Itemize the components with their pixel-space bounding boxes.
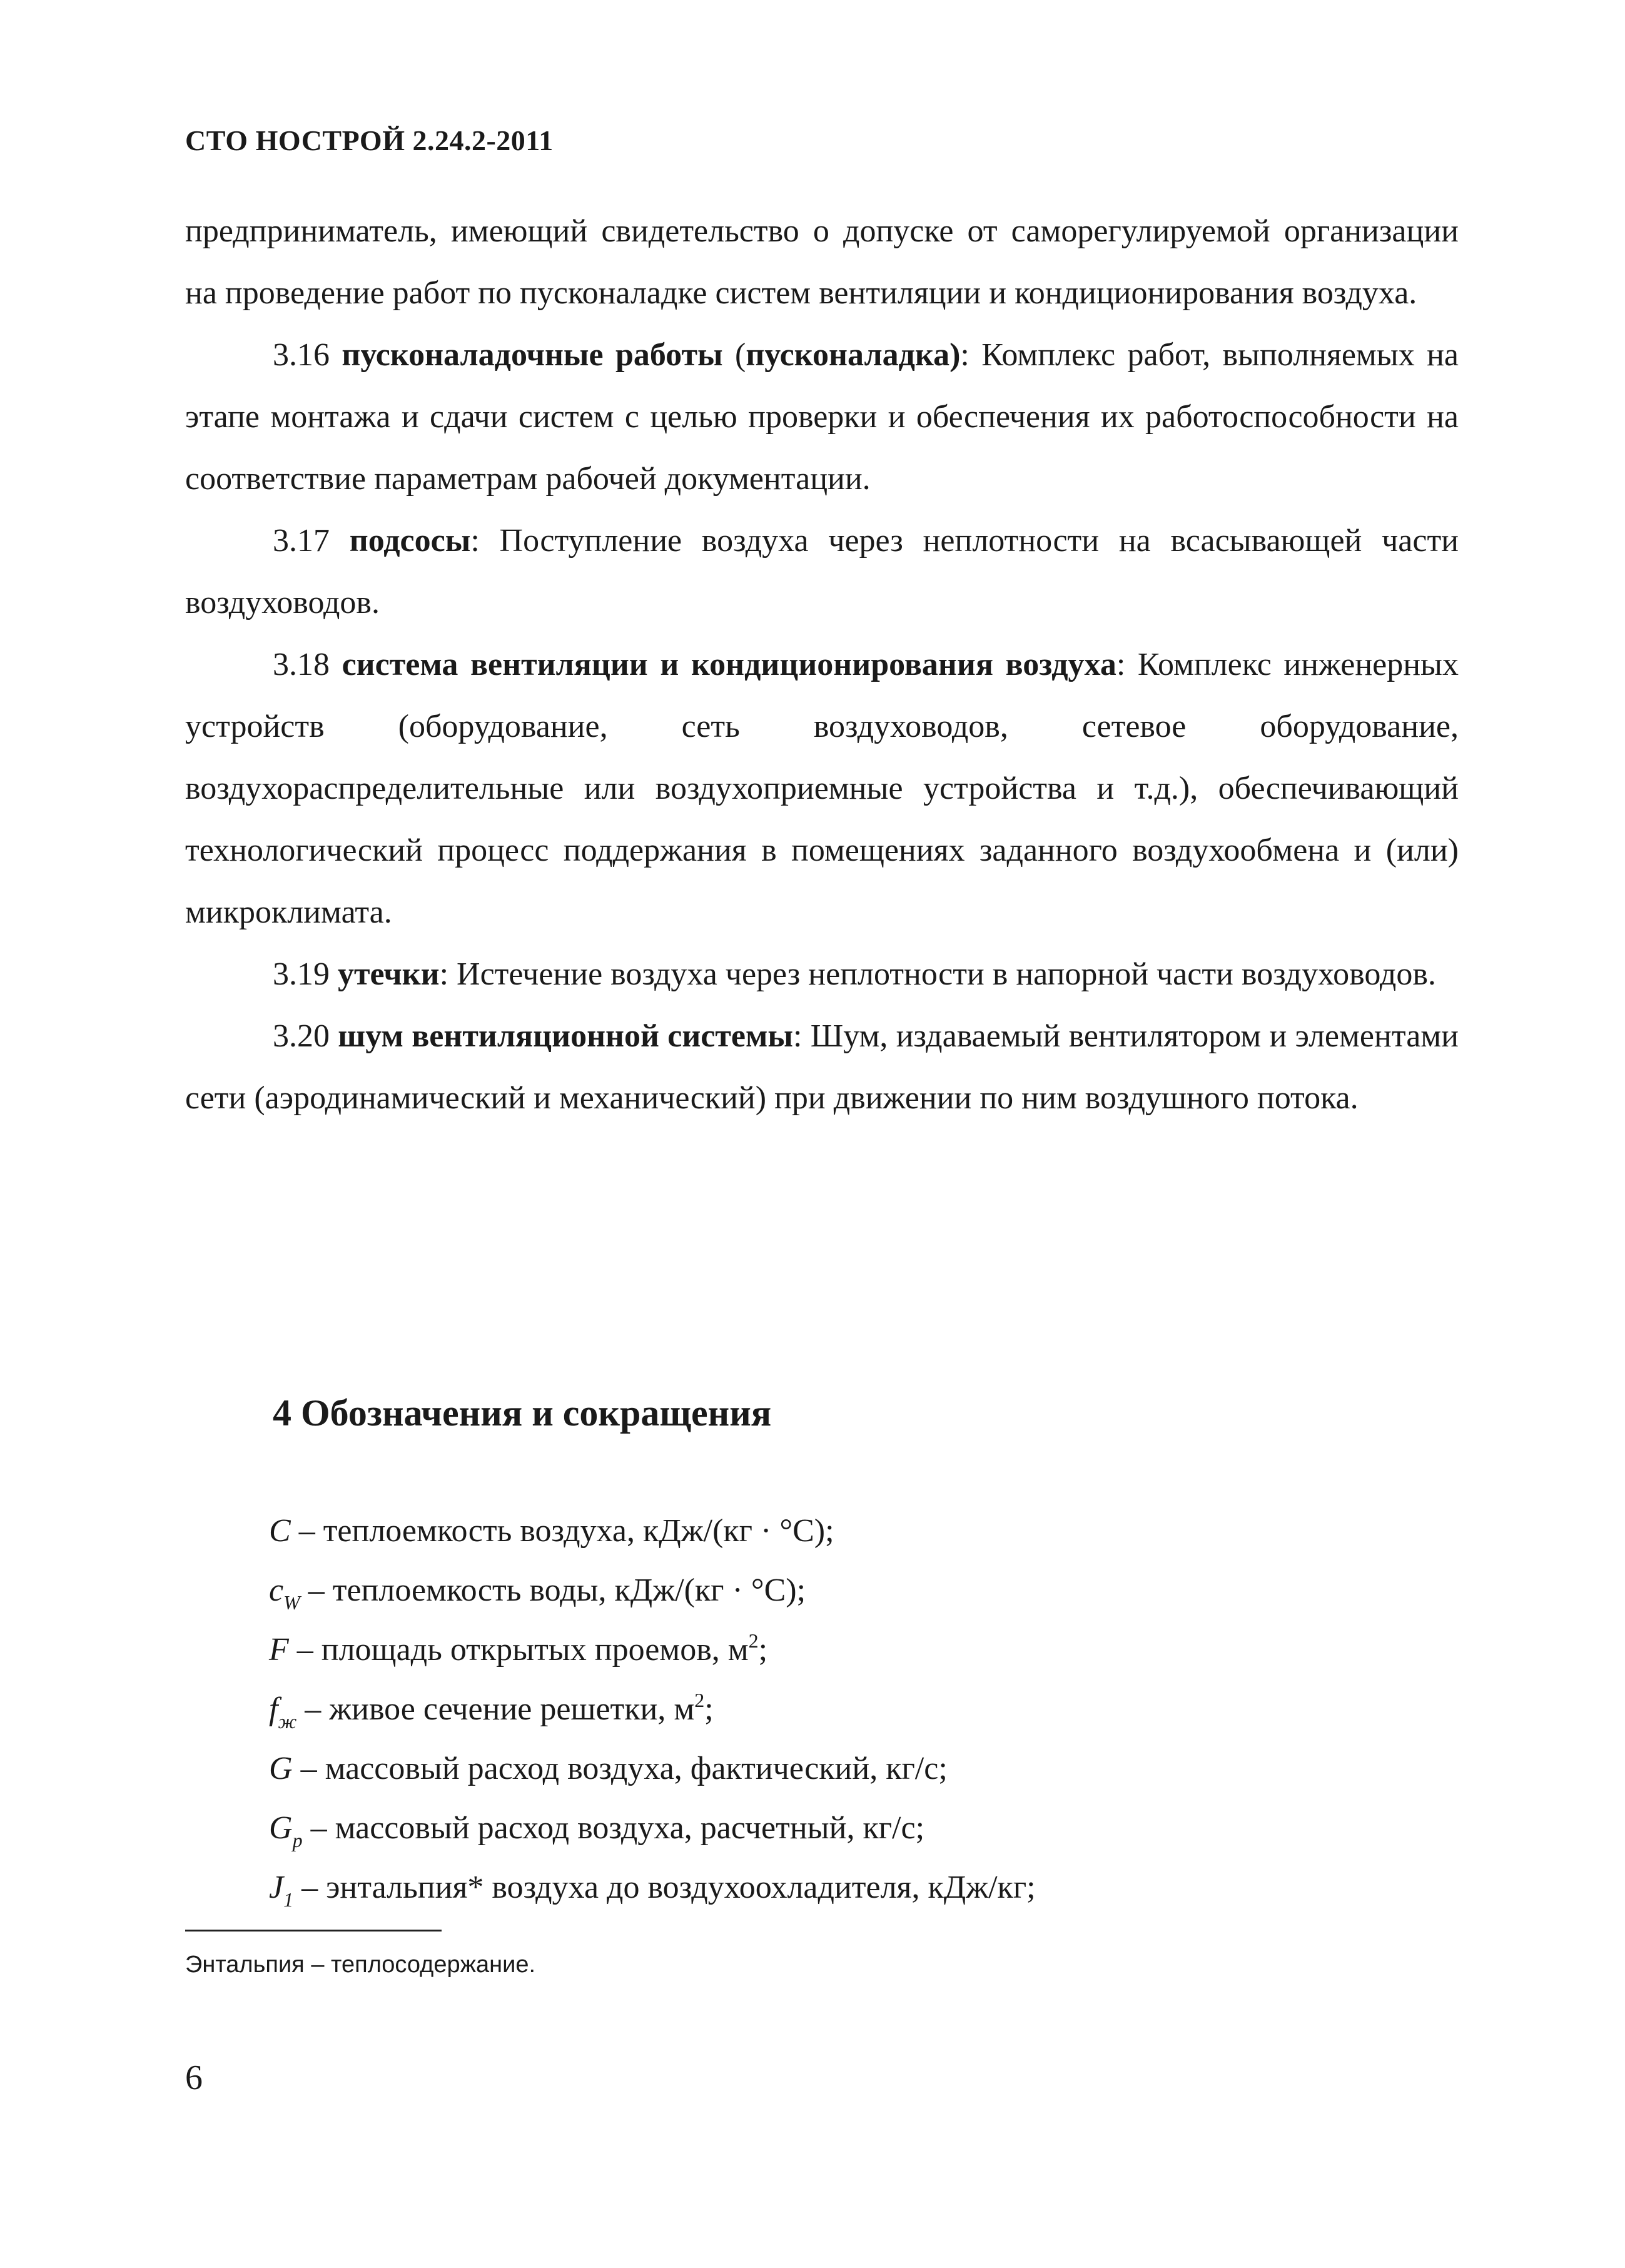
- term-separator: :: [793, 1018, 802, 1054]
- definitions-text: [185, 200, 1459, 1129]
- symbol-item: [269, 1501, 1036, 1561]
- footnote: Энтальпия – теплосодержание.: [185, 1952, 536, 1978]
- definition-3-16: [185, 324, 1459, 510]
- symbol-item: [269, 1798, 1036, 1858]
- unit-superscript: 2: [694, 1689, 705, 1711]
- definition-3-20: [185, 1005, 1459, 1129]
- definition-text: Комплекс работ, выполняемых на этапе монтажа и сдачи систем с целью проверки и обеспечения их работоспособности на соответствие параметрам рабочей документации.: [185, 337, 1459, 497]
- symbol-description: – теплоемкость воздуха, кДж/(кг · °С);: [290, 1513, 834, 1549]
- term-separator: :: [960, 337, 969, 373]
- symbol-description: – энтальпия* воздуха до воздухоохладителя, кДж/кг;: [293, 1870, 1036, 1905]
- symbol-subscript: W: [283, 1591, 300, 1614]
- term-separator: :: [470, 523, 480, 559]
- clause-number: 3.20: [273, 1018, 338, 1054]
- definition-text: Шум, издаваемый вентилятором и элементами сети (аэродинамический и механический) при движении по ним воздушного потока.: [185, 1018, 1459, 1116]
- symbol: f: [269, 1691, 278, 1727]
- symbol-description: – массовый расход воздуха, расчетный, кг/с;: [302, 1810, 925, 1846]
- definition-text: Истечение воздуха через неплотности в напорной части воздуховодов.: [448, 956, 1436, 992]
- symbol-description: – живое сечение решетки, м: [296, 1691, 695, 1727]
- symbols-list: [269, 1501, 1036, 1917]
- symbol-subscript: ж: [278, 1710, 297, 1733]
- footnote-divider: [185, 1930, 442, 1931]
- defined-term: шум вентиляционной системы: [338, 1018, 794, 1054]
- clause-number: 3.18: [273, 647, 342, 682]
- defined-term: подсосы: [349, 523, 471, 559]
- definition-3-19: [185, 943, 1459, 1005]
- definition-3-18: [185, 634, 1459, 943]
- symbol-tail: ;: [704, 1691, 714, 1727]
- definition-text: Комплекс инженерных устройств (оборудование, сеть воздуховодов, сетевое оборудование, воздухораспределительные или воздухоприемные устройства и т.д.), обеспечивающий технологический процесс поддержания в помещениях заданного воздухообмена и (или) микроклимата.: [185, 647, 1459, 930]
- symbol-item: [269, 1561, 1036, 1620]
- symbol-item: [269, 1858, 1036, 1917]
- page-number: 6: [185, 2058, 203, 2097]
- symbol: F: [269, 1632, 289, 1668]
- symbol-item: [269, 1679, 1036, 1739]
- paragraph-continuation: [185, 200, 1459, 324]
- symbol-subscript: p: [292, 1829, 303, 1851]
- document-header: СТО НОСТРОЙ 2.24.2-2011: [185, 124, 554, 156]
- clause-number: 3.17: [273, 523, 350, 559]
- clause-number: 3.16: [273, 337, 342, 373]
- paragraph-text: предприниматель, имеющий свидетельство о допуске от саморегулируемой организации на проведение работ по пусконаладке систем вентиляции и кондиционирования воздуха.: [185, 213, 1459, 311]
- symbol: J: [269, 1870, 284, 1905]
- term-bracket: (: [722, 337, 746, 373]
- symbol: G: [269, 1810, 293, 1846]
- symbol-description: – массовый расход воздуха, фактический, кг/с;: [292, 1751, 948, 1786]
- symbol: c: [269, 1572, 284, 1608]
- definition-3-17: [185, 510, 1459, 634]
- defined-term: утечки: [338, 956, 440, 992]
- section-heading: 4 Обозначения и сокращения: [273, 1392, 772, 1434]
- symbol: G: [269, 1751, 293, 1786]
- term-separator: :: [1116, 647, 1126, 682]
- symbol-item: [269, 1620, 1036, 1679]
- clause-number: 3.19: [273, 956, 338, 992]
- symbol-item: [269, 1739, 1036, 1798]
- defined-term-alt: пусконаладка): [746, 337, 961, 373]
- defined-term: пусконаладочные работы: [342, 337, 723, 373]
- definition-text: Поступление воздуха через неплотности на всасывающей части воздуховодов.: [185, 523, 1459, 620]
- symbol-tail: ;: [758, 1632, 768, 1668]
- defined-term: система вентиляции и кондиционирования воздуха: [342, 647, 1116, 682]
- symbol-description: – площадь открытых проемов, м: [288, 1632, 749, 1668]
- symbol: C: [269, 1513, 291, 1549]
- term-separator: :: [439, 956, 449, 992]
- symbol-description: – теплоемкость воды, кДж/(кг · °С);: [300, 1572, 806, 1608]
- unit-superscript: 2: [748, 1629, 759, 1652]
- symbol-subscript: 1: [283, 1888, 294, 1911]
